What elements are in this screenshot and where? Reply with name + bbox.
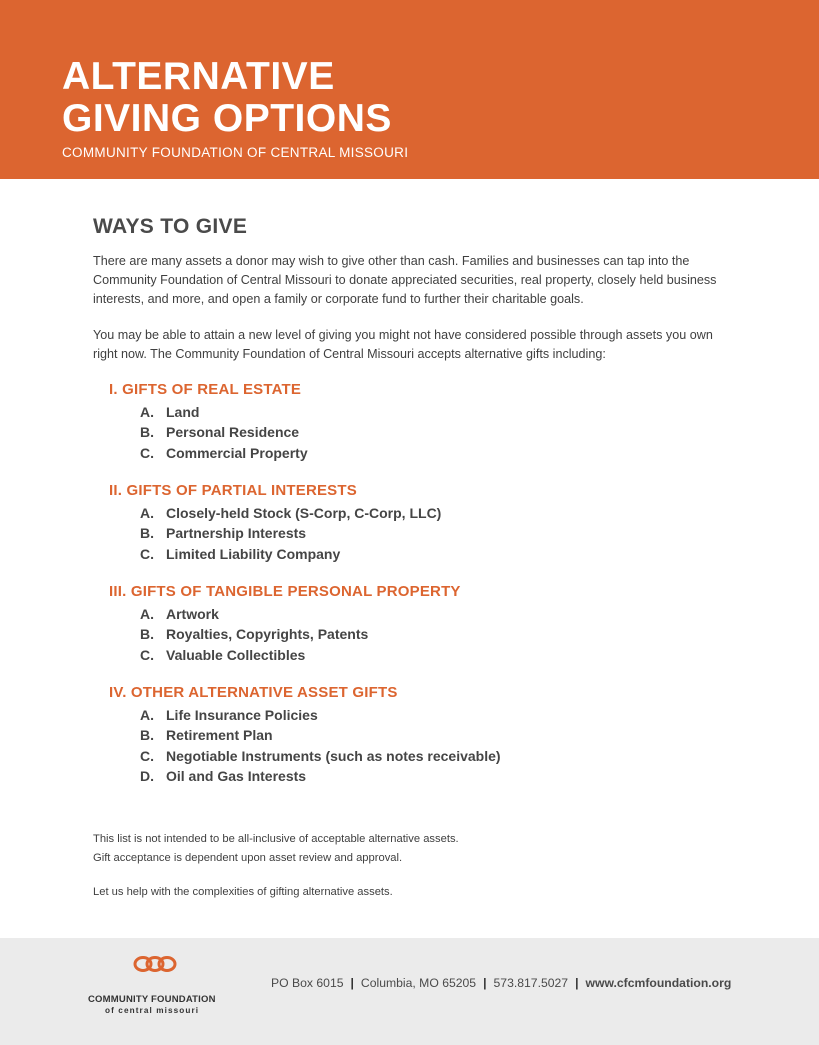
phone-number: 573.817.5027 [493, 976, 569, 990]
item-letter: B. [140, 727, 154, 744]
header-banner [0, 0, 819, 179]
list-item [109, 544, 441, 564]
item-text: Closely-held Stock (S-Corp, C-Corp, LLC) [166, 505, 442, 521]
footer [0, 938, 819, 1045]
list-item [109, 766, 501, 786]
list-item [109, 523, 441, 543]
item-letter: C. [140, 545, 154, 562]
section-heading: III. GIFTS OF TANGIBLE PERSONAL PROPERTY [109, 583, 461, 600]
section-heading: II. GIFTS OF PARTIAL INTERESTS [109, 482, 357, 499]
separator: | [575, 976, 579, 990]
interlocking-rings-icon [132, 953, 178, 975]
item-letter: C. [140, 444, 154, 461]
organization-subtitle: COMMUNITY FOUNDATION OF CENTRAL MISSOURI [62, 145, 409, 160]
item-text: Royalties, Copyrights, Patents [166, 626, 369, 643]
item-text: Valuable Collectibles [166, 646, 306, 663]
item-letter: C. [140, 646, 154, 663]
ways-to-give-heading: WAYS TO GIVE [93, 215, 248, 238]
disclaimer-note [93, 830, 459, 868]
item-text: Partnership Interests [166, 525, 307, 542]
item-letter: A. [140, 505, 154, 521]
item-letter: D. [140, 767, 154, 784]
item-text: Commercial Property [166, 444, 308, 461]
item-text: Life Insurance Policies [166, 707, 318, 723]
disclaimer-line-2: Gift acceptance is dependent upon asset review and approval. [93, 852, 403, 864]
separator: | [350, 976, 354, 990]
city-state-zip: Columbia, MO 65205 [360, 976, 477, 990]
section-tangible-property [109, 583, 461, 665]
item-text: Retirement Plan [166, 727, 273, 744]
contact-info [271, 976, 731, 990]
item-text: Limited Liability Company [166, 545, 341, 562]
item-letter: A. [140, 707, 154, 723]
section-heading: IV. OTHER ALTERNATIVE ASSET GIFTS [109, 684, 398, 701]
address: PO Box 6015 [271, 976, 344, 990]
intro-paragraph-2: You may be able to attain a new level of giving you might not have considered possible through assets you own right now. The Community Foundation of Central Missouri accepts alternative gifts including: [93, 328, 713, 361]
foundation-logo [88, 953, 228, 1015]
item-letter: B. [140, 626, 154, 643]
item-text: Land [166, 404, 200, 420]
item-letter: C. [140, 747, 154, 764]
logo-subname: of central missouri [105, 1006, 200, 1015]
list-item [109, 624, 461, 644]
intro-section [93, 215, 733, 381]
list-item [109, 645, 461, 665]
list-item [109, 746, 501, 766]
item-letter: A. [140, 404, 154, 420]
title-line-2: GIVING OPTIONS [62, 97, 392, 140]
page-title [62, 56, 392, 140]
help-note: Let us help with the complexities of gifting alternative assets. [93, 886, 393, 898]
logo-name: COMMUNITY FOUNDATION [88, 994, 216, 1005]
item-text: Personal Residence [166, 424, 300, 441]
list-item [109, 503, 441, 523]
list-item [109, 402, 308, 422]
list-item [109, 604, 461, 624]
item-text: Negotiable Instruments (such as notes receivable) [166, 747, 501, 764]
disclaimer-line-1: This list is not intended to be all-inclusive of acceptable alternative assets. [93, 833, 459, 845]
section-real-estate [109, 381, 308, 463]
item-letter: A. [140, 606, 154, 622]
item-text: Artwork [166, 606, 219, 622]
title-line-1: ALTERNATIVE [62, 55, 335, 98]
website-link[interactable]: www.cfcmfoundation.org [585, 976, 732, 990]
intro-paragraph-1: There are many assets a donor may wish to give other than cash. Families and businesses can tap into the Community Foundation of Central Missouri to donate appreciated securities, real property, closely held business interests, and more, and open a family or corporate fund to further their charitable goals. [93, 254, 717, 306]
list-item [109, 725, 501, 745]
list-item [109, 705, 501, 725]
separator: | [483, 976, 487, 990]
list-item [109, 443, 308, 463]
item-text: Oil and Gas Interests [166, 767, 307, 784]
item-letter: B. [140, 424, 154, 441]
list-item [109, 422, 308, 442]
section-partial-interests [109, 482, 441, 564]
section-other-assets [109, 684, 501, 786]
section-heading: I. GIFTS OF REAL ESTATE [109, 381, 302, 398]
item-letter: B. [140, 525, 154, 542]
